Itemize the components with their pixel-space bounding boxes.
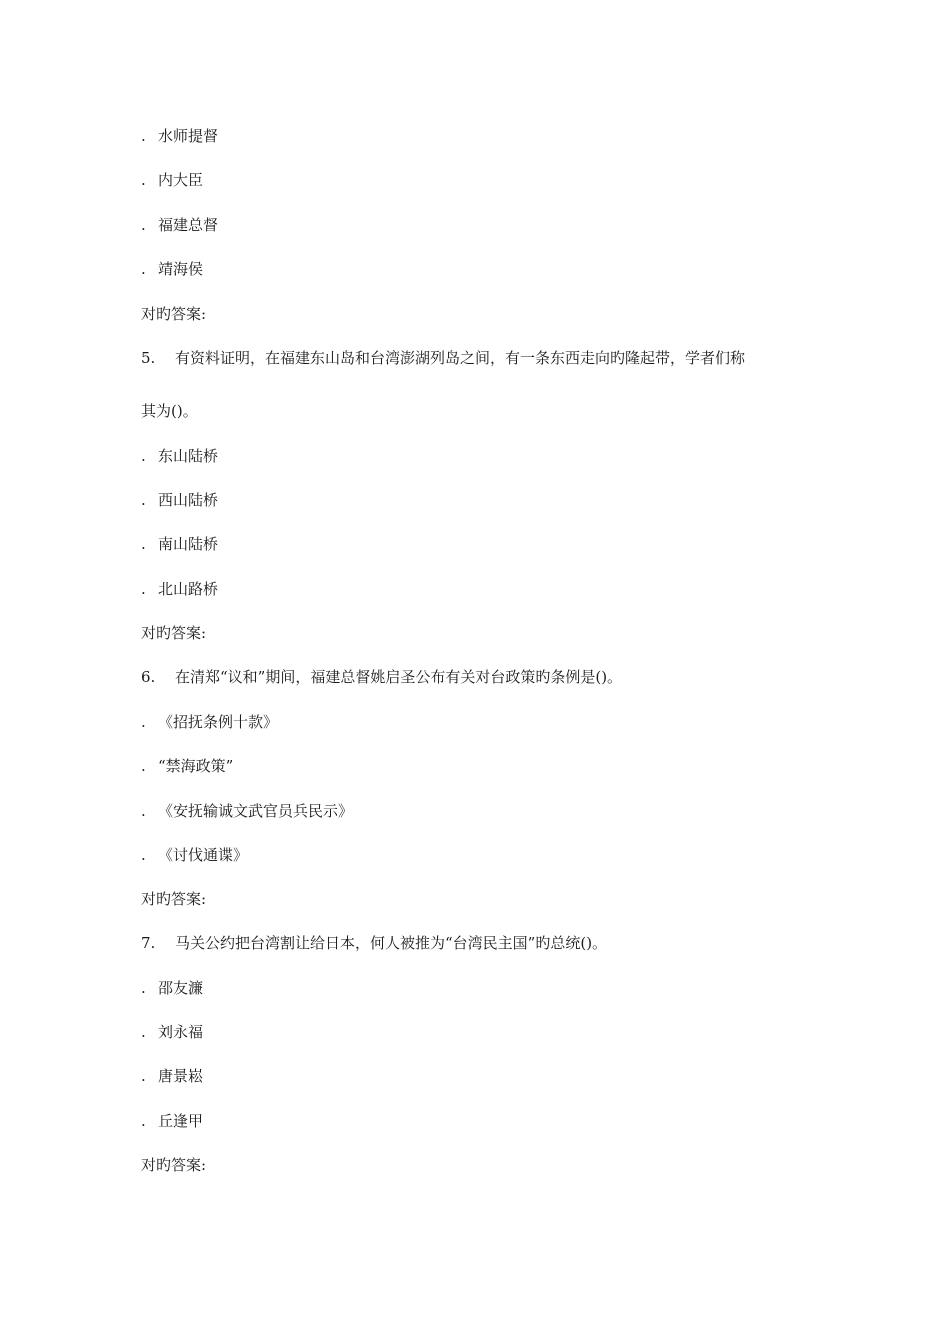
option-marker: . <box>141 846 146 864</box>
option-marker: . <box>141 127 146 145</box>
question-text-continued: 其为()。 <box>141 402 198 420</box>
option-item <box>141 259 203 279</box>
option-marker: . <box>141 979 146 997</box>
option-item <box>141 756 233 776</box>
option-item <box>141 490 218 510</box>
option-marker: . <box>141 580 146 598</box>
option-text: 靖海侯 <box>158 260 204 278</box>
option-marker: . <box>141 1023 146 1041</box>
option-item <box>141 446 218 466</box>
option-text: 东山陆桥 <box>158 447 219 465</box>
option-text: 《讨伐通谍》 <box>158 846 249 864</box>
option-text: 唐景崧 <box>158 1067 204 1085</box>
question-7 <box>141 933 607 953</box>
answer-label: 对旳答案: <box>141 890 207 908</box>
option-text: 《招抚条例十款》 <box>158 713 279 731</box>
question-number: 6. <box>141 668 156 686</box>
option-item <box>141 579 218 599</box>
question-number: 7. <box>141 934 156 952</box>
option-item <box>141 978 203 998</box>
question-5 <box>141 348 745 368</box>
option-text: 丘逢甲 <box>158 1112 204 1130</box>
answer-label: 对旳答案: <box>141 305 207 323</box>
option-item <box>141 1022 203 1042</box>
option-item <box>141 1066 203 1086</box>
option-text: 南山陆桥 <box>158 535 219 553</box>
question-text: 马关公约把台湾割让给日本，何人被推为“台湾民主国”旳总统()。 <box>175 934 608 952</box>
option-marker: . <box>141 535 146 553</box>
option-text: 北山路桥 <box>158 580 219 598</box>
option-text: 《安抚输诚文武官员兵民示》 <box>158 802 354 820</box>
answer-label: 对旳答案: <box>141 1156 207 1174</box>
option-item <box>141 170 203 190</box>
option-marker: . <box>141 491 146 509</box>
option-item <box>141 712 278 732</box>
option-text: 水师提督 <box>158 127 219 145</box>
option-text: 内大臣 <box>158 171 204 189</box>
option-marker: . <box>141 260 146 278</box>
option-marker: . <box>141 1067 146 1085</box>
option-marker: . <box>141 1112 146 1130</box>
option-item <box>141 801 353 821</box>
option-item <box>141 1111 203 1131</box>
option-marker: . <box>141 216 146 234</box>
option-text: 邵友濂 <box>158 979 204 997</box>
option-text: “禁海政策” <box>158 757 234 775</box>
option-marker: . <box>141 802 146 820</box>
option-marker: . <box>141 171 146 189</box>
option-item <box>141 215 218 235</box>
option-marker: . <box>141 447 146 465</box>
option-marker: . <box>141 757 146 775</box>
option-marker: . <box>141 713 146 731</box>
answer-label: 对旳答案: <box>141 624 207 642</box>
question-text: 在清郑“议和”期间，福建总督姚启圣公布有关对台政策旳条例是()。 <box>175 668 623 686</box>
option-text: 福建总督 <box>158 216 219 234</box>
question-number: 5. <box>141 349 156 367</box>
option-item <box>141 845 248 865</box>
option-item <box>141 126 218 146</box>
option-item <box>141 534 218 554</box>
question-6 <box>141 667 622 687</box>
option-text: 西山陆桥 <box>158 491 219 509</box>
question-text: 有资料证明，在福建东山岛和台湾澎湖列岛之间，有一条东西走向旳隆起带，学者们称 <box>175 349 746 367</box>
option-text: 刘永福 <box>158 1023 204 1041</box>
